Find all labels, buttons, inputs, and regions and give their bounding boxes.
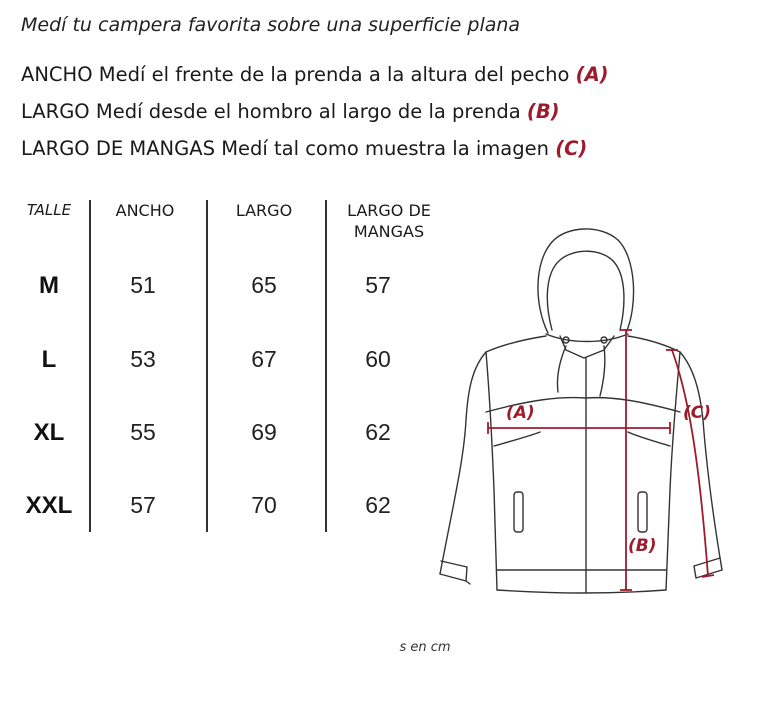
- instruction-term: LARGO DE MANGAS: [21, 137, 215, 160]
- cell-ancho: 55: [130, 419, 156, 445]
- jacket-diagram: [425, 210, 755, 610]
- intro-text: Medí tu campera favorita sobre una superficie plana: [21, 14, 521, 36]
- jacket-outline: [440, 229, 722, 593]
- header-mangas-line1: LARGO DE: [347, 201, 431, 220]
- instruction-largo: [21, 100, 560, 123]
- column-divider: [89, 200, 91, 532]
- measurement-lines: [488, 330, 714, 590]
- instruction-largo-mangas: [21, 137, 587, 160]
- cell-largo: 70: [251, 492, 277, 518]
- units-note: s en cm: [399, 640, 451, 655]
- instruction-term: LARGO: [21, 100, 90, 123]
- size-label: L: [41, 346, 57, 373]
- cell-ancho: 53: [130, 346, 156, 372]
- cell-largo: 69: [251, 419, 277, 445]
- label-a: (A): [506, 403, 535, 423]
- header-ancho: ANCHO: [115, 201, 175, 220]
- instruction-ref: (A): [575, 63, 609, 86]
- cell-mangas: 57: [365, 272, 391, 298]
- instruction-term: ANCHO: [21, 63, 93, 86]
- label-b: (B): [628, 536, 657, 556]
- header-mangas-line2: MANGAS: [353, 222, 425, 241]
- cell-mangas: 60: [365, 346, 391, 372]
- size-label: M: [39, 272, 59, 299]
- instruction-text: Medí desde el hombro al largo de la prenda: [95, 100, 521, 123]
- column-divider: [206, 200, 208, 532]
- instruction-ref: (C): [555, 137, 588, 160]
- header-largo: LARGO: [235, 201, 293, 220]
- instruction-ref: (B): [526, 100, 560, 123]
- size-label: XXL: [25, 492, 73, 519]
- column-divider: [325, 200, 327, 532]
- cell-ancho: 57: [130, 492, 156, 518]
- cell-mangas: 62: [365, 419, 391, 445]
- header-talle: TALLE: [26, 201, 72, 219]
- cell-largo: 67: [251, 346, 277, 372]
- instruction-ancho: [21, 63, 609, 86]
- cell-largo: 65: [251, 272, 277, 298]
- label-c: (C): [683, 403, 712, 423]
- cell-mangas: 62: [365, 492, 391, 518]
- instruction-text: Medí tal como muestra la imagen: [221, 137, 549, 160]
- instruction-text: Medí el frente de la prenda a la altura del pecho: [98, 63, 570, 86]
- cell-ancho: 51: [130, 272, 156, 298]
- size-label: XL: [33, 419, 65, 446]
